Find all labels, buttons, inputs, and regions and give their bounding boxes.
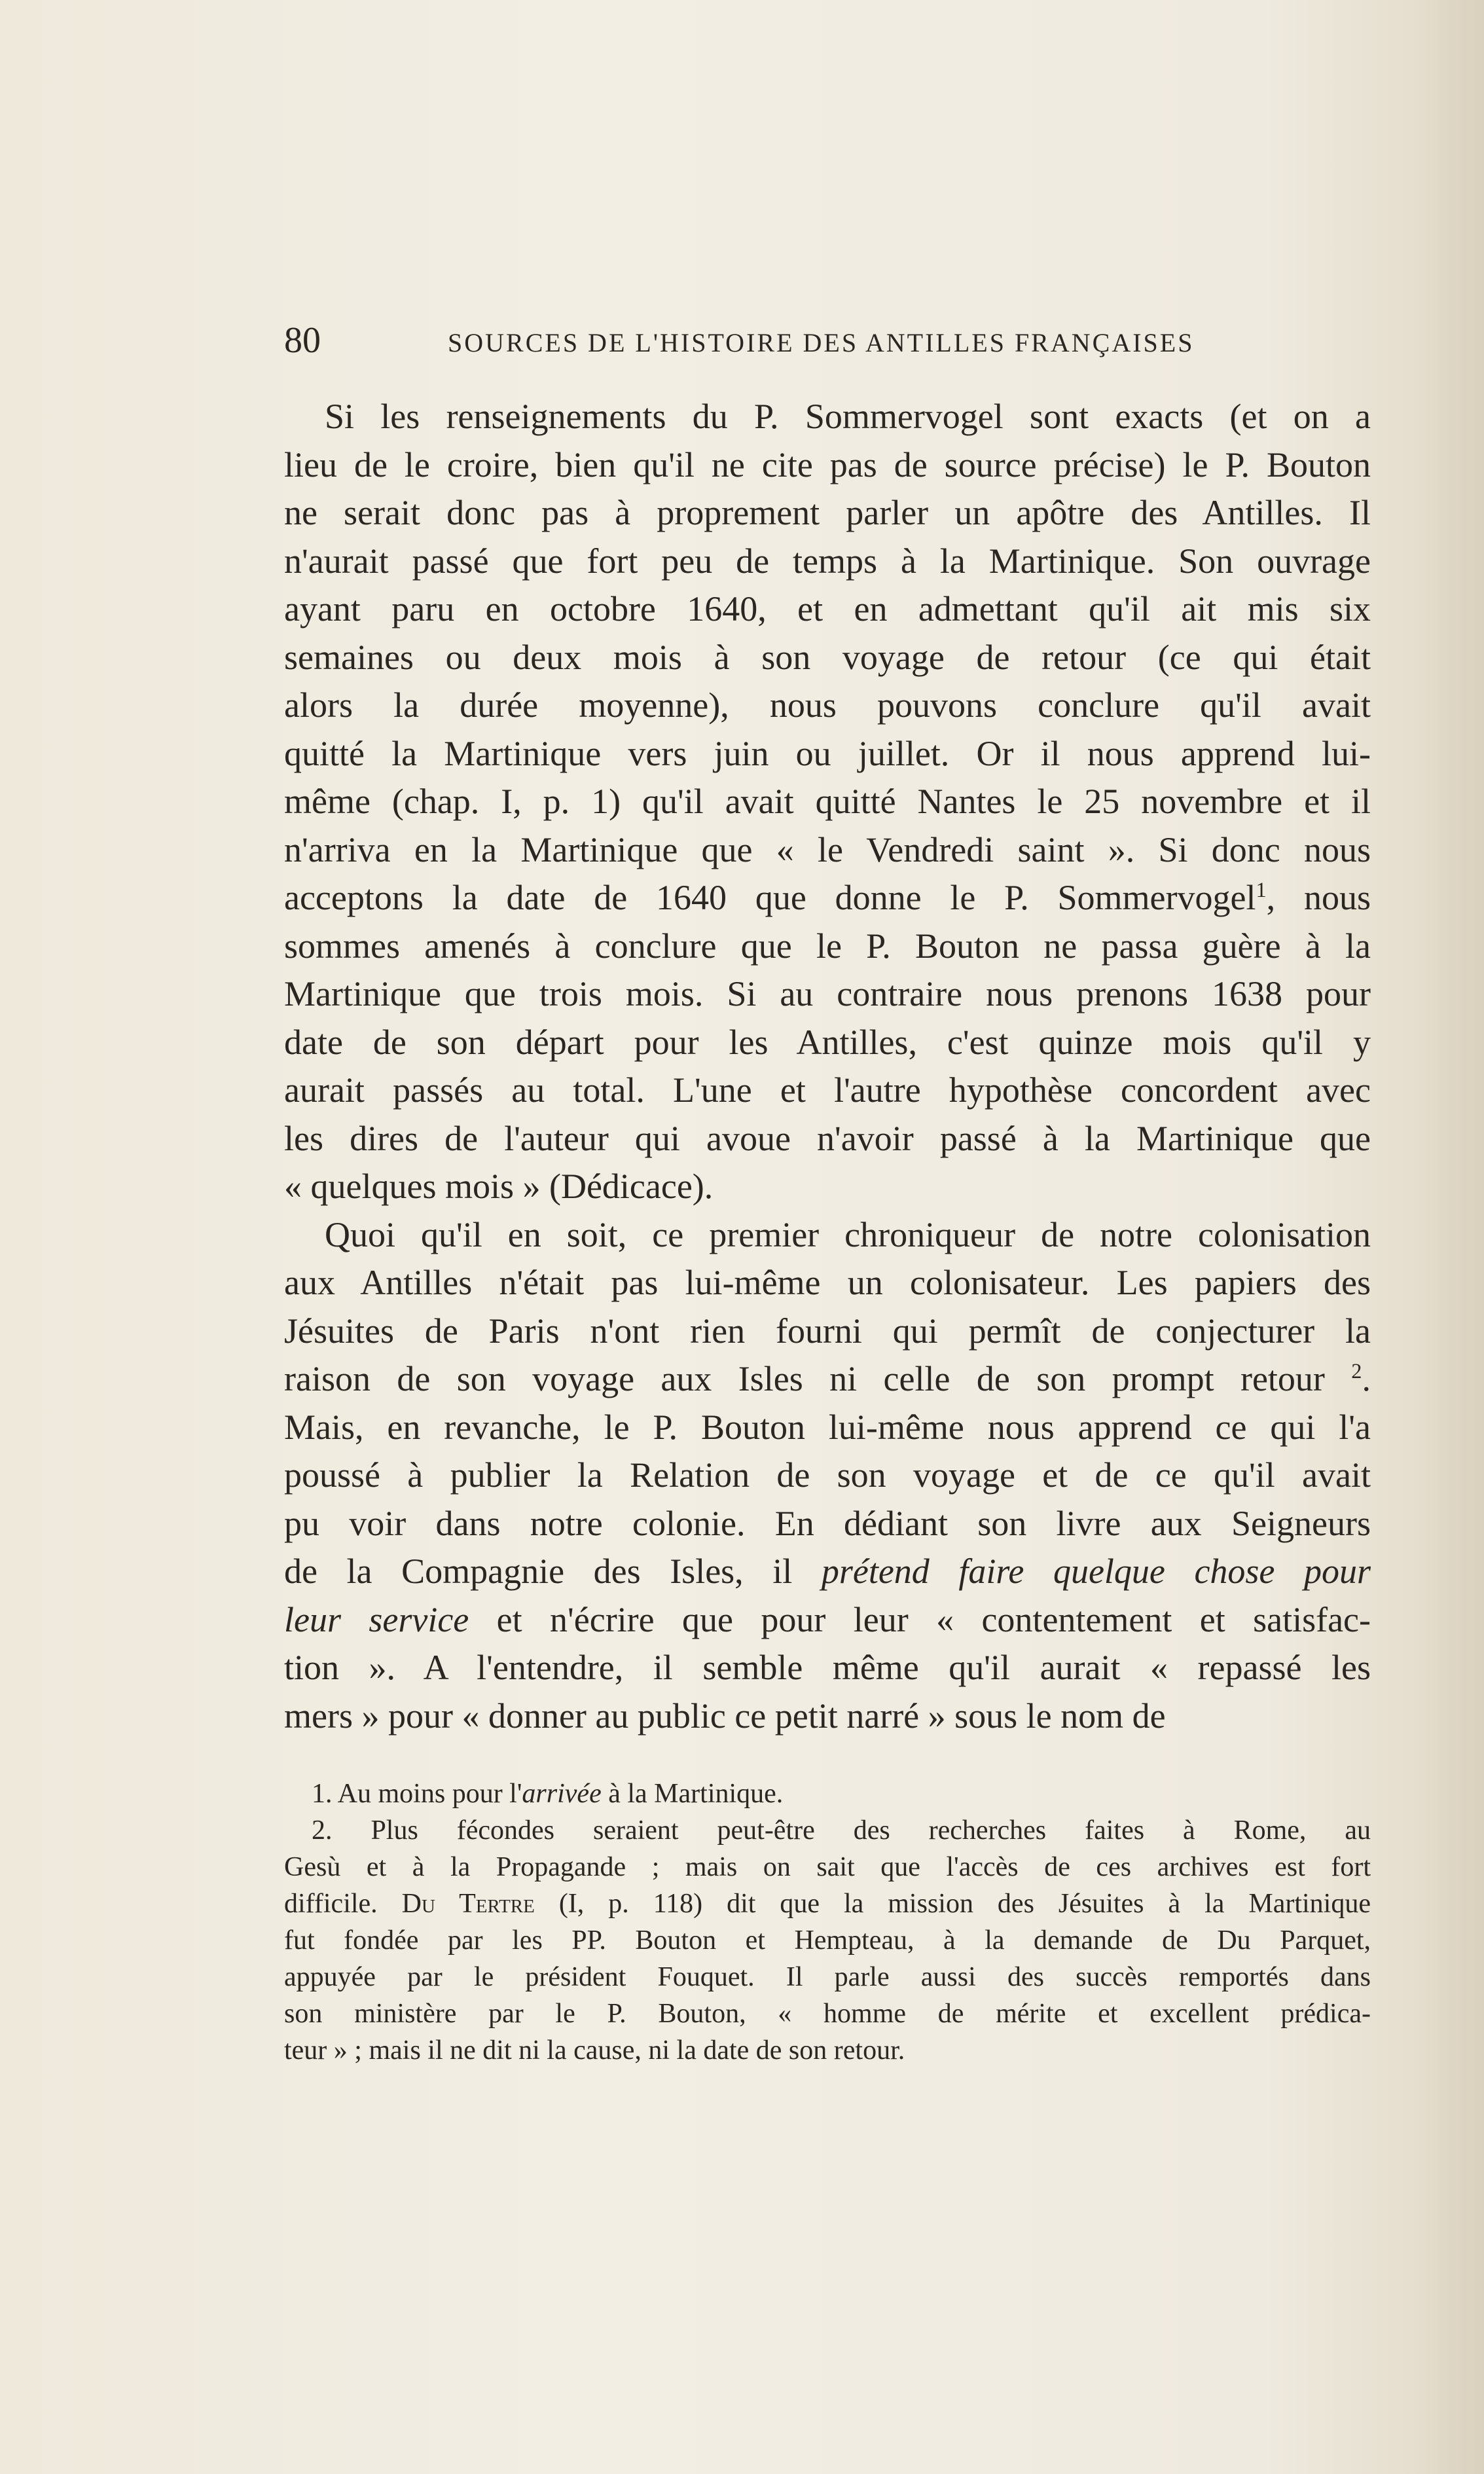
text-segment: et n'écrire que pour leur « contentement et satisfac-	[469, 1599, 1371, 1639]
text-line	[284, 1596, 1371, 1645]
text-segment: de la Compagnie des Isles, il	[284, 1552, 822, 1591]
text-segment: aux Antilles n'était pas lui-même un colonisateur. Les papiers des	[284, 1263, 1371, 1302]
text-line	[284, 1922, 1371, 1959]
text-segment: Jésuites de Paris n'ont rien fourni qui permît de conjecturer la	[284, 1311, 1371, 1351]
text-line	[284, 778, 1371, 826]
text-line	[284, 1019, 1371, 1067]
text-segment: prétend faire quelque chose pour	[821, 1552, 1371, 1591]
main-text	[284, 393, 1371, 1740]
text-segment: alors la durée moyenne), nous pouvons conclure qu'il avait	[284, 685, 1371, 725]
text-line	[284, 1451, 1371, 1500]
text-segment: Si les renseignements du P. Sommervogel sont exacts (et on a	[325, 397, 1371, 436]
text-line	[284, 1404, 1371, 1452]
text-line	[284, 730, 1371, 778]
text-segment: date de son départ pour les Antilles, c'est quinze mois qu'il y	[284, 1022, 1371, 1062]
text-segment: ayant paru en octobre 1640, et en admettant qu'il ait mis six	[284, 589, 1371, 628]
text-line	[284, 1812, 1371, 1849]
text-segment: les dires de l'auteur qui avoue n'avoir passé à la Martinique que	[284, 1118, 1371, 1158]
text-line	[284, 1115, 1371, 1163]
text-segment: pu voir dans notre colonie. En dédiant son livre aux Seigneurs	[284, 1503, 1371, 1543]
text-segment: Du Tertre	[401, 1889, 535, 1919]
text-segment: à la Martinique.	[601, 1779, 784, 1809]
footnote	[284, 1812, 1371, 2069]
text-segment: (I, p. 118) dit que la mission des Jésuites à la Martinique	[534, 1889, 1371, 1919]
text-line	[284, 1849, 1371, 1885]
text-line	[284, 393, 1371, 441]
text-line	[284, 1259, 1371, 1307]
text-segment: teur » ; mais il ne dit ni la cause, ni la date de son retour.	[284, 2035, 905, 2065]
text-segment: aurait passés au total. L'une et l'autre hypothèse concordent avec	[284, 1070, 1371, 1110]
text-line	[284, 970, 1371, 1019]
text-line	[284, 537, 1371, 586]
text-segment: ne serait donc pas à proprement parler un apôtre des Antilles. Il	[284, 493, 1371, 532]
page-number: 80	[284, 320, 321, 361]
text-line	[284, 1355, 1371, 1404]
text-line	[284, 922, 1371, 971]
text-line	[284, 1500, 1371, 1548]
text-line	[284, 1995, 1371, 2032]
text-line	[284, 441, 1371, 490]
text-segment: poussé à publier la Relation de son voyage et de ce qu'il avait	[284, 1455, 1371, 1495]
text-segment: raison de son voyage aux Isles ni celle de son prompt retour	[284, 1359, 1352, 1398]
text-segment: .	[1362, 1359, 1371, 1398]
text-segment: leur service	[284, 1599, 469, 1639]
text-line	[284, 2032, 1371, 2069]
text-segment: mers » pour « donner au public ce petit narré » sous le nom de	[284, 1696, 1166, 1736]
text-segment: Quoi qu'il en soit, ce premier chroniqueur de notre colonisation	[325, 1214, 1371, 1254]
text-segment: appuyée par le président Fouquet. Il parle aussi des succès remportés dans	[284, 1962, 1371, 1992]
text-segment: son ministère par le P. Bouton, « homme de mérite et excellent prédica-	[284, 1999, 1371, 2029]
text-segment: 1. Au moins pour l'	[312, 1779, 522, 1809]
text-line	[284, 1066, 1371, 1115]
text-segment: lieu de le croire, bien qu'il ne cite pas de source précise) le P. Bouton	[284, 445, 1371, 484]
text-line	[284, 826, 1371, 875]
text-segment: , nous	[1266, 878, 1371, 917]
text-line	[284, 1307, 1371, 1356]
text-segment: même (chap. I, p. 1) qu'il avait quitté Nantes le 25 novembre et il	[284, 782, 1371, 821]
text-segment: Mais, en revanche, le P. Bouton lui-même nous apprend ce qui l'a	[284, 1407, 1371, 1447]
text-segment: sommes amenés à conclure que le P. Bouton ne passa guère à la	[284, 926, 1371, 966]
text-segment: tion ». A l'entendre, il semble même qu'il aurait « repassé les	[284, 1648, 1371, 1687]
paragraph	[284, 1211, 1371, 1741]
text-segment: 2. Plus fécondes seraient peut-être des recherches faites à Rome, au	[312, 1815, 1371, 1846]
text-line	[284, 1692, 1371, 1741]
text-segment: Martinique que trois mois. Si au contraire nous prenons 1638 pour	[284, 974, 1371, 1013]
text-line	[284, 682, 1371, 730]
running-header	[284, 319, 1227, 365]
text-line	[284, 874, 1371, 922]
text-line	[284, 1885, 1371, 1922]
text-line	[284, 1644, 1371, 1692]
text-segment: semaines ou deux mois à son voyage de retour (ce qui était	[284, 637, 1371, 677]
text-line	[284, 1211, 1371, 1260]
footnote	[284, 1775, 1371, 1812]
text-line	[284, 489, 1371, 537]
footnote-marker: 1	[1256, 879, 1267, 902]
text-segment: quitté la Martinique vers juin ou juillet. Or il nous apprend lui-	[284, 733, 1371, 773]
footnote-marker: 2	[1351, 1360, 1362, 1383]
text-line	[284, 1548, 1371, 1596]
paragraph	[284, 393, 1371, 1211]
running-title: SOURCES DE L'HISTOIRE DES ANTILLES FRANÇAISES	[448, 328, 1195, 357]
text-segment: difficile.	[284, 1889, 402, 1919]
text-segment: fut fondée par les PP. Bouton et Hempteau, à la demande de Du Parquet,	[284, 1925, 1371, 1956]
text-segment: « quelques mois » (Dédicace).	[284, 1167, 714, 1206]
text-segment: n'arriva en la Martinique que « le Vendredi saint ». Si donc nous	[284, 829, 1371, 869]
footnotes	[284, 1775, 1371, 2069]
text-line	[284, 634, 1371, 682]
text-segment: Gesù et à la Propagande ; mais on sait que l'accès de ces archives est fort	[284, 1852, 1371, 1882]
text-line	[284, 1959, 1371, 1995]
text-line	[284, 1775, 1371, 1812]
text-segment: n'aurait passé que fort peu de temps à la Martinique. Son ouvrage	[284, 541, 1371, 581]
text-line	[284, 1163, 1371, 1211]
text-segment: acceptons la date de 1640 que donne le P. Sommervogel	[284, 878, 1256, 917]
text-segment: arrivée	[522, 1779, 602, 1809]
text-line	[284, 585, 1371, 634]
